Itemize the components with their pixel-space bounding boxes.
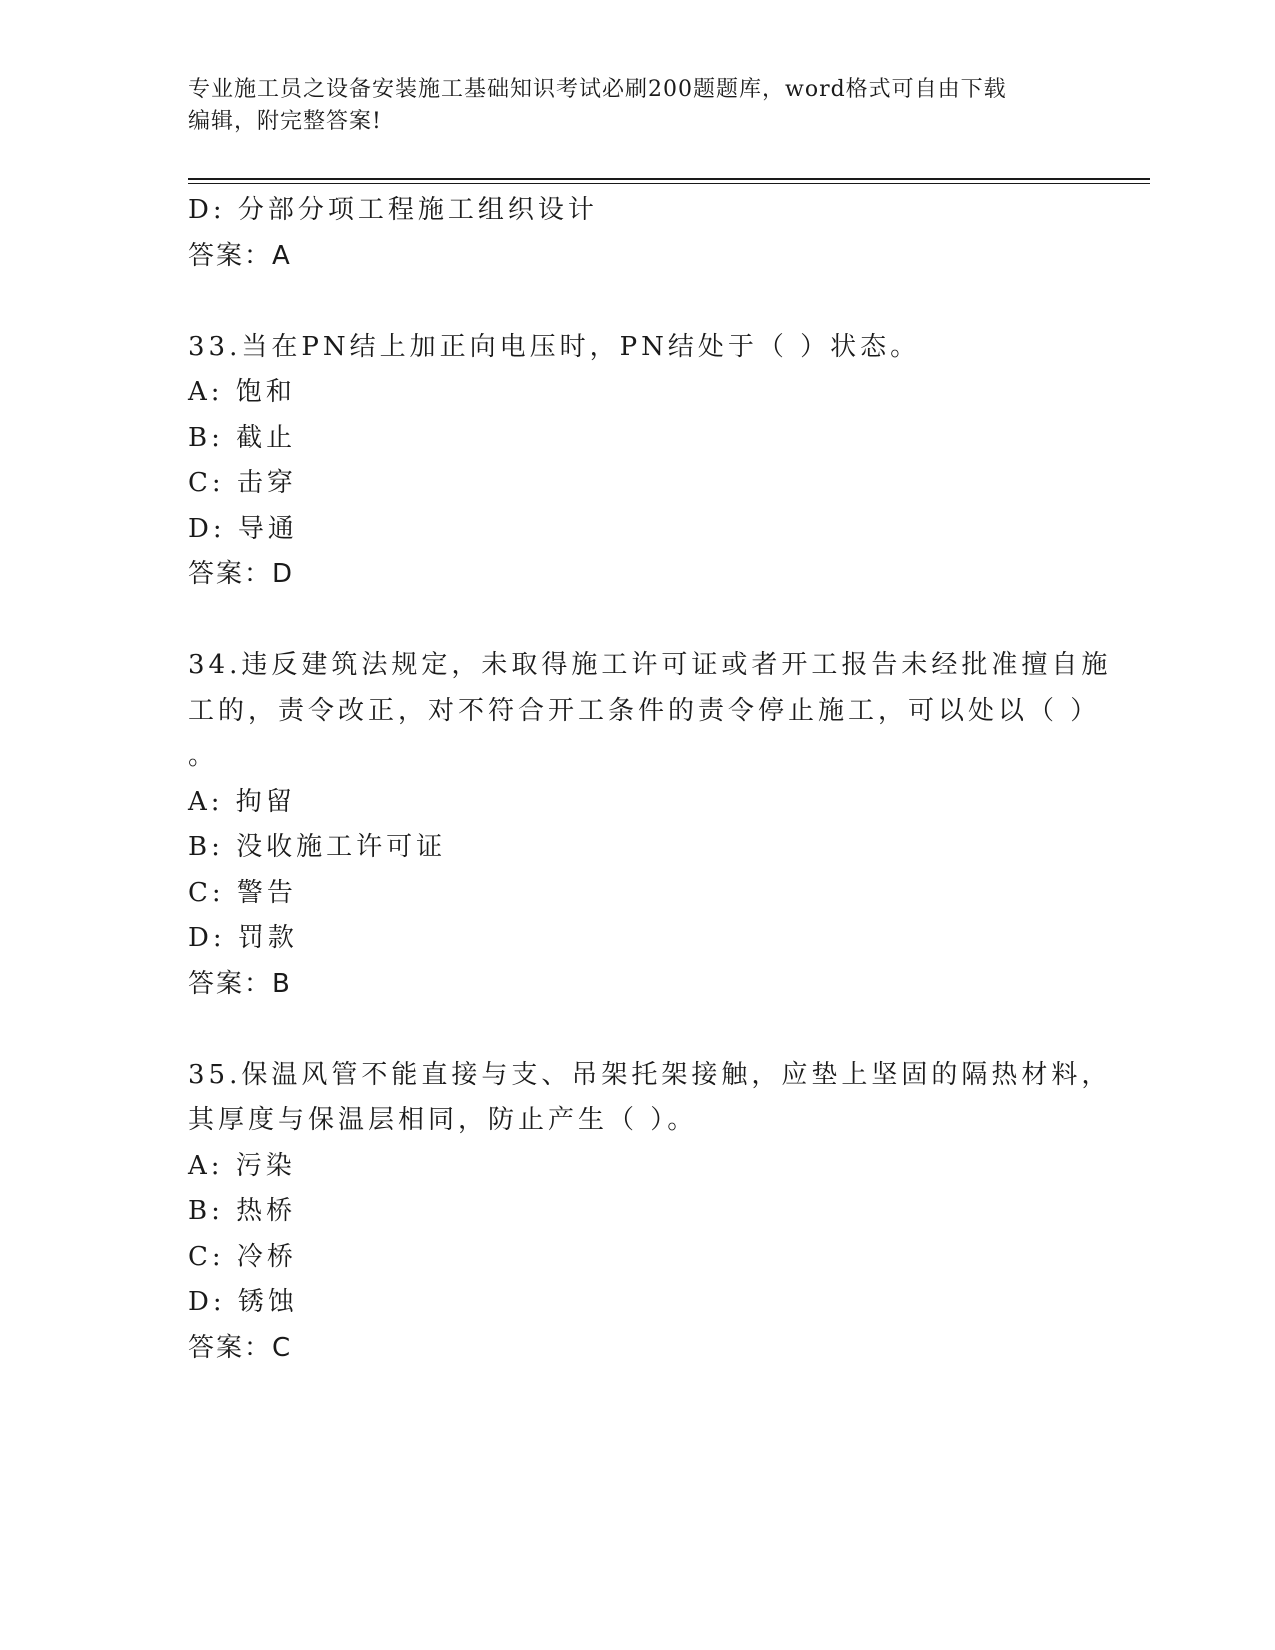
header-line-2: 编辑，附完整答案!	[188, 109, 382, 134]
option-d: D: 锈蚀	[188, 1287, 298, 1317]
header-rule-thick	[188, 178, 1150, 180]
document-header	[188, 74, 1088, 138]
option-a: A: 饱和	[188, 377, 296, 407]
answer-line: 答案：B	[188, 968, 292, 999]
option-d: D: 罚款	[188, 923, 298, 953]
header-rule-thin	[188, 183, 1150, 184]
question-stem: 工的，责令改正，对不符合开工条件的责令停止施工，可以处以（ ）	[188, 695, 1101, 726]
question-block	[188, 643, 1112, 1007]
question-stem: 35.保温风管不能直接与支、吊架托架接触，应垫上坚固的隔热材料，	[188, 1059, 1112, 1090]
option-c: C: 击穿	[188, 468, 297, 498]
option-d: D: 导通	[188, 513, 298, 544]
option-b: B: 热桥	[188, 1196, 297, 1226]
spacer	[188, 279, 1088, 325]
option-d: D: 分部分项工程施工组织设计	[188, 195, 598, 225]
answer-line: 答案：D	[188, 559, 295, 589]
option-a: A: 污染	[188, 1150, 296, 1181]
question-block	[188, 325, 1088, 598]
question-content	[188, 188, 1112, 1371]
option-b: B: 截止	[188, 422, 297, 453]
option-a: A: 拘留	[188, 786, 296, 817]
option-c: C: 冷桥	[188, 1241, 297, 1272]
question-stem: 34.违反建筑法规定，未取得施工许可证或者开工报告未经批准擅自施	[188, 650, 1112, 680]
header-line-1: 专业施工员之设备安装施工基础知识考试必刷200题题库，word格式可自由下载	[188, 77, 1007, 102]
option-c: C: 警告	[188, 877, 297, 908]
question-stem: 。	[188, 741, 219, 771]
answer-line: 答案：A	[188, 240, 292, 271]
question-stem: 33.当在PN结上加正向电压时，PN结处于（ ）状态。	[188, 331, 921, 362]
option-b: B: 没收施工许可证	[188, 832, 447, 862]
spacer	[188, 598, 1088, 644]
question-stem: 其厚度与保温层相同，防止产生（ ）。	[188, 1105, 698, 1135]
spacer	[188, 1007, 1088, 1053]
answer-line: 答案：C	[188, 1332, 293, 1363]
question-block	[188, 1053, 1112, 1372]
